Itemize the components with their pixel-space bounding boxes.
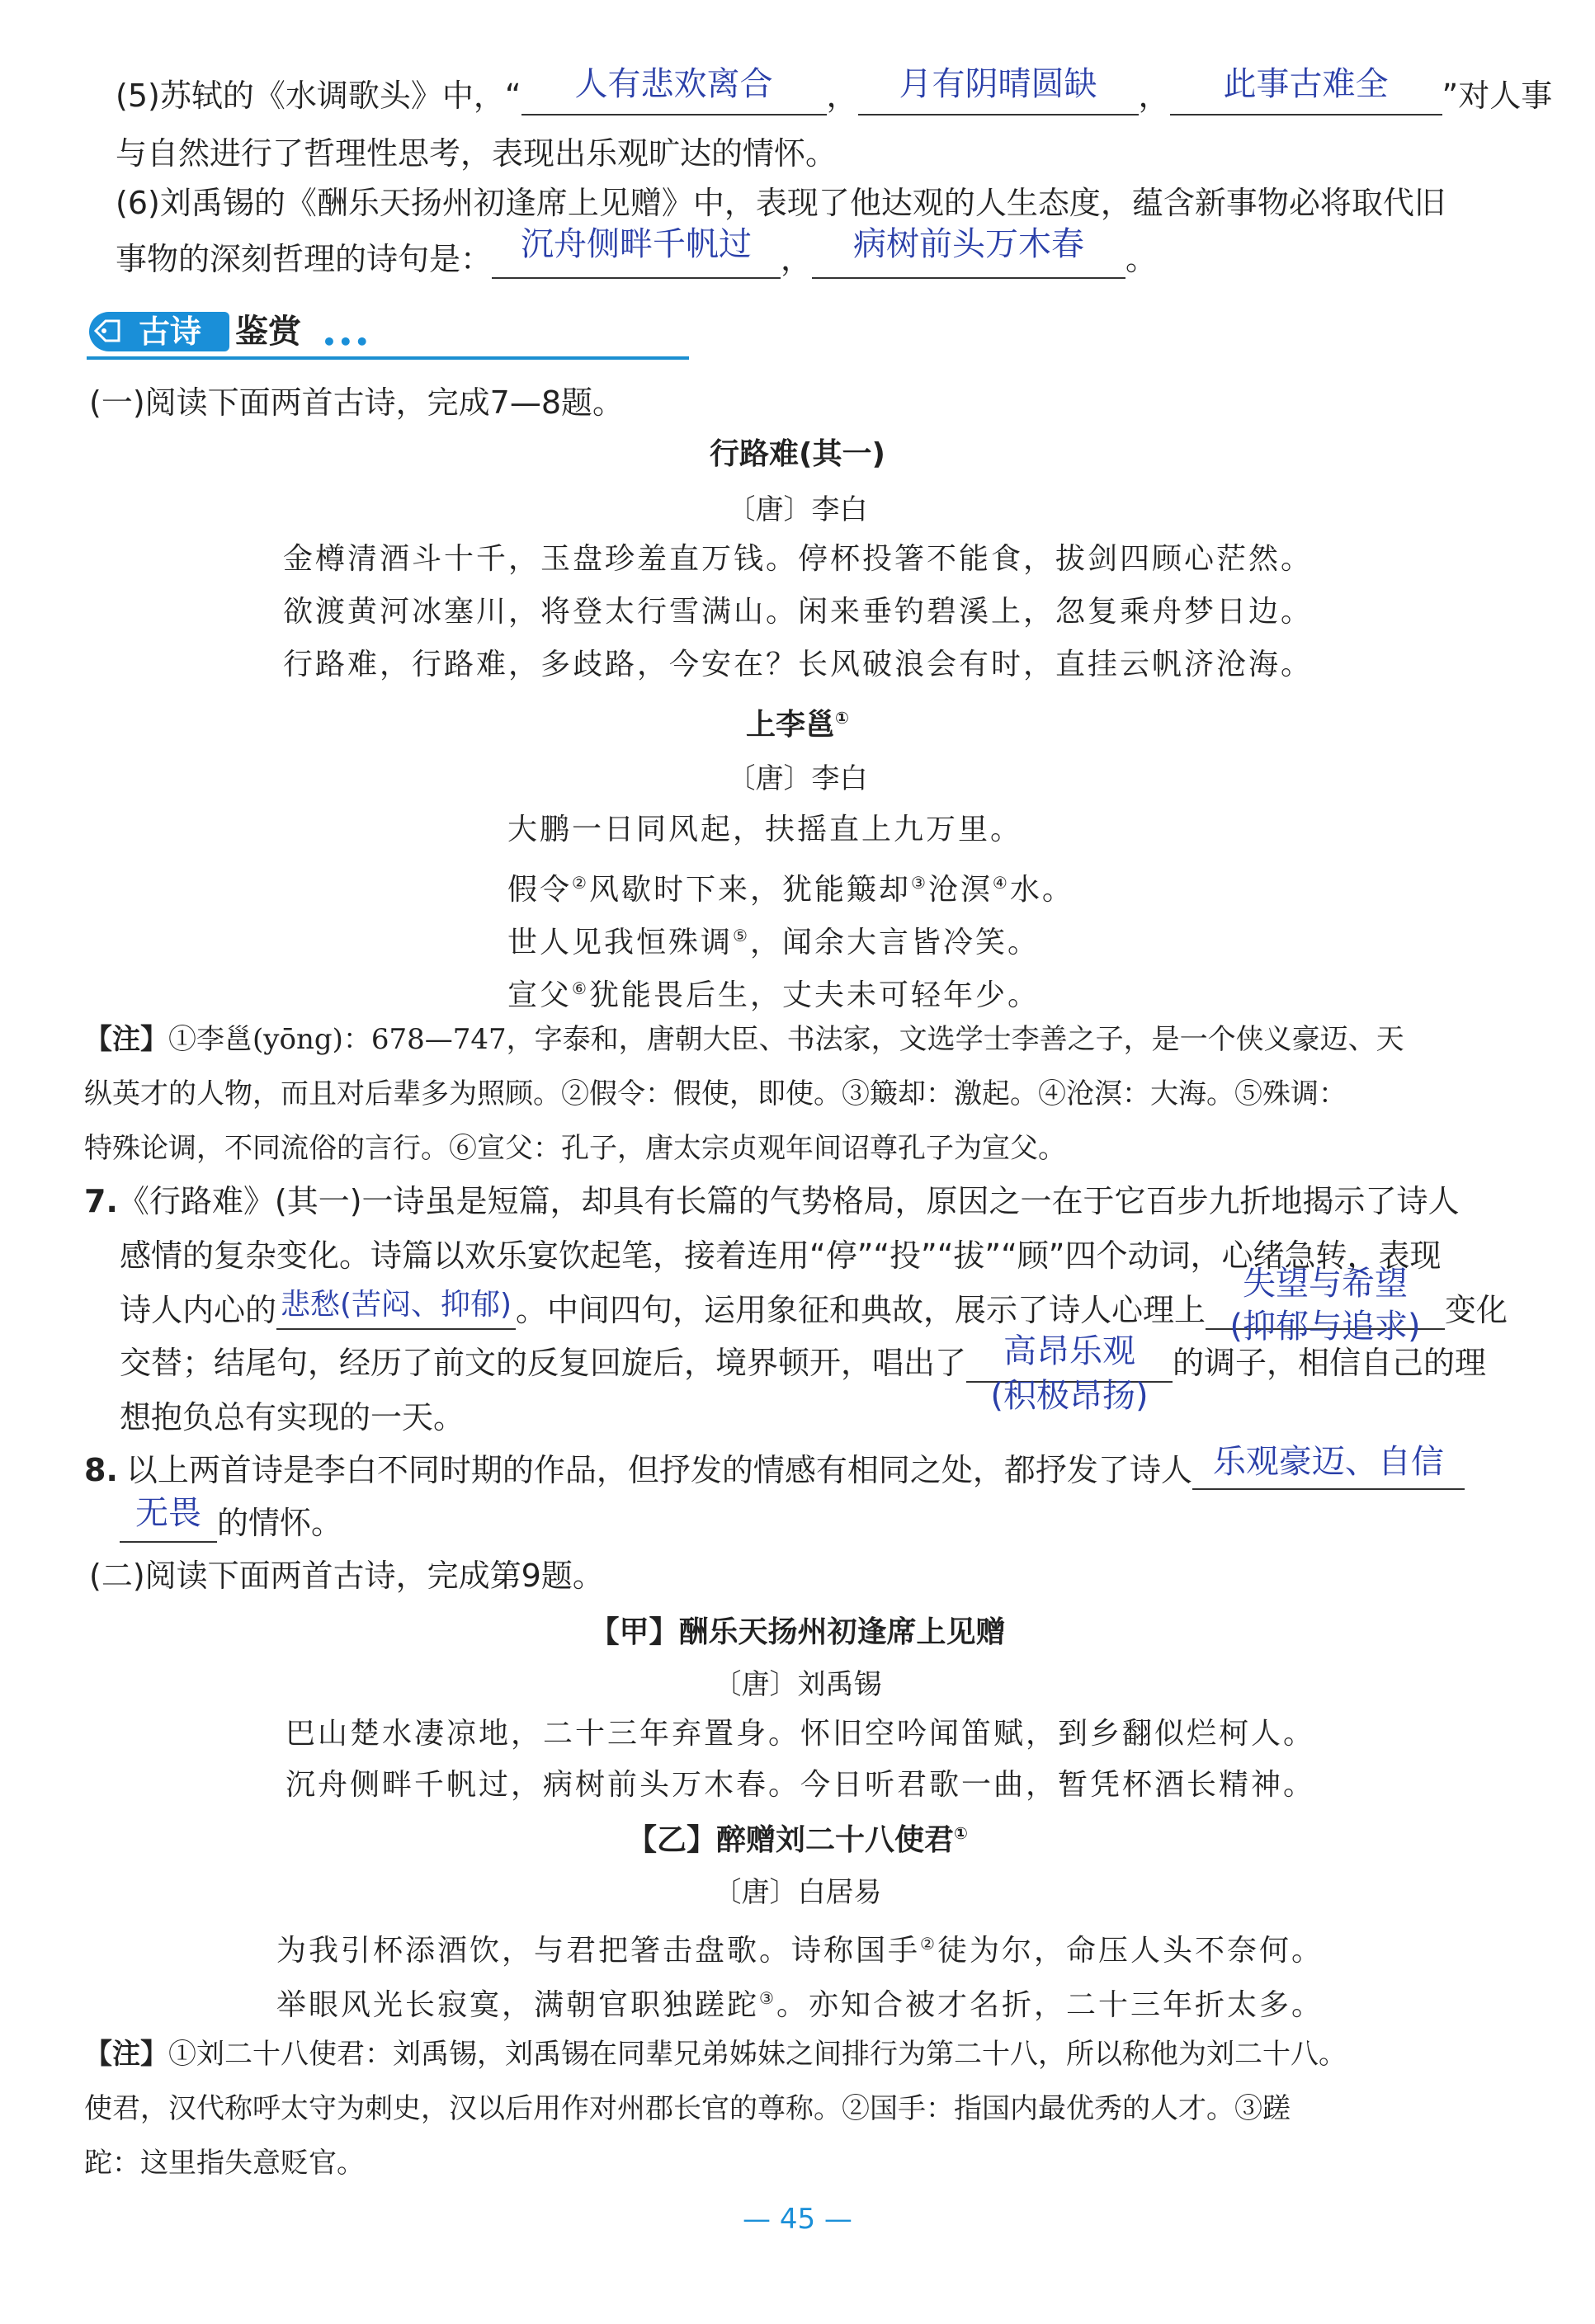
poem1-line-2: 欲渡黄河冰塞川，将登太行雪满山。闲来垂钓碧溪上，忽复乘舟梦日边。 — [283, 595, 1314, 629]
q8-line2: 无畏 的情怀。 — [120, 1503, 342, 1543]
q5-prefix: (5)苏轼的《水调歌头》中，“ — [116, 78, 521, 114]
q5-answer-1: 人有悲欢离合 — [574, 65, 773, 103]
poem4-author: 〔唐〕白居易 — [713, 1876, 882, 1909]
q5-blank-3[interactable] — [1170, 65, 1442, 115]
poem2-line-3: 世人见我恒殊调⑤，闻余大言皆冷笑。 — [507, 926, 1040, 959]
q6-prefix: 事物的深刻哲理的诗句是： — [116, 241, 493, 277]
q5-line1 — [116, 65, 1553, 115]
q5-answer-2: 月有阴晴圆缺 — [899, 65, 1097, 103]
q8-blank-2[interactable] — [120, 1494, 217, 1543]
note1-label: 【注】 — [84, 1023, 168, 1056]
q6-end: 。 — [1125, 241, 1158, 277]
section-dots: ••• — [322, 328, 371, 356]
poem1-line-3: 行路难，行路难，多歧路，今安在？长风破浪会有时，直挂云帆济沧海。 — [283, 648, 1314, 681]
q6-answer-1: 沉舟侧畔千帆过 — [521, 225, 753, 263]
part2-intro: (二)阅读下面两首古诗，完成第9题。 — [89, 1558, 604, 1594]
section-pill-label: 古诗 — [139, 313, 202, 350]
q7-line1: 7.《行路难》(其一)一诗虽是短篇，却具有长篇的气势格局，原因之一在于它百步九折地揭示了诗人 — [84, 1183, 1460, 1219]
q7-line4: 交替；结尾句，经历了前文的反复回旋后，境界顿开，唱出了 高昂乐观 (积极昂扬) 的调子，相信自己的理 — [120, 1332, 1487, 1415]
poem3-line-1: 巴山楚水凄凉地，二十三年弃置身。怀旧空吟闻笛赋，到乡翻似烂柯人。 — [285, 1717, 1316, 1751]
note1-line-1: 【注】①李邕(yōng)：678—747，字泰和，唐朝大臣、书法家，文选学士李善之子，是一个侠义豪迈、天 — [84, 1023, 1404, 1056]
q7-answer-2a: 失望与希望 — [1243, 1265, 1409, 1303]
poem2-line-4: 宣父⑥犹能畏后生，丈夫未可轻年少。 — [507, 978, 1040, 1012]
poem4-title — [0, 1817, 1595, 1859]
note2-line-1: 【注】①刘二十八使君：刘禹锡，刘禹锡在同辈兄弟姊妹之间排行为第二十八，所以称他为刘二十八。 — [84, 2038, 1347, 2071]
q6-answer-2: 病树前头万木春 — [853, 225, 1085, 263]
q7-blank-2[interactable] — [1206, 1265, 1445, 1346]
note2-label: 【注】 — [84, 2038, 168, 2071]
q8-number: 8. — [84, 1452, 118, 1488]
poem2-title — [0, 701, 1595, 743]
poem3-line-2: 沉舟侧畔千帆过，病树前头万木春。今日听君歌一曲，暂凭杯酒长精神。 — [285, 1768, 1316, 1802]
q8-answer-2: 无畏 — [135, 1494, 201, 1532]
tag-icon — [92, 315, 124, 346]
q7-number: 7. — [84, 1183, 118, 1219]
q5-answer-3: 此事古难全 — [1223, 65, 1389, 103]
poem1-title: 行路难(其一) — [710, 437, 885, 471]
q6-blank-2[interactable] — [812, 225, 1125, 279]
q7-answer-1: 悲愁(苦闷、抑郁) — [280, 1288, 512, 1322]
q7-line5: 想抱负总有实现的一天。 — [120, 1399, 465, 1435]
part1-intro: (一)阅读下面两首古诗，完成7—8题。 — [89, 384, 625, 421]
q6-sep: ， — [781, 241, 813, 277]
q8-blank-1[interactable] — [1192, 1443, 1465, 1490]
note1-line-2: 纵英才的人物，而且对后辈多为照顾。②假令：假使，即使。③簸却：激起。④沧溟：大海。⑤殊调： — [84, 1077, 1347, 1110]
note1-line-3: 特殊论调，不同流俗的言行。⑥宣父：孔子，唐太宗贞观年间诏尊孔子为宣父。 — [84, 1132, 1066, 1165]
poem3-title: 【甲】酬乐天扬州初逢席上见赠 — [589, 1615, 1006, 1649]
section-underline — [87, 356, 689, 360]
q7-blank-3[interactable] — [966, 1332, 1173, 1415]
q5-sep-1: ， — [826, 78, 858, 114]
q5-suffix: ”对人事 — [1442, 78, 1553, 114]
q5-blank-1[interactable] — [521, 65, 827, 115]
poem1-author: 〔唐〕李白 — [727, 493, 868, 526]
section-heading: 鉴赏 — [235, 313, 301, 351]
q8-line1: 8. 以上两首诗是李白不同时期的作品，但抒发的情感有相同之处，都抒发了诗人 乐观豪迈、自信 — [84, 1450, 1465, 1490]
q6-line1: (6)刘禹锡的《酬乐天扬州初逢席上见赠》中，表现了他达观的人生态度，蕴含新事物必将取代旧 — [116, 185, 1446, 221]
q8-answer-1: 乐观豪迈、自信 — [1212, 1443, 1444, 1481]
poem4-line-2: 举眼风光长寂寞，满朝官职独蹉跎③。亦知合被才名折，二十三年折太多。 — [276, 1988, 1324, 2022]
q7-answer-3a: 高昂乐观 — [1003, 1332, 1136, 1370]
q6-line2 — [116, 225, 1158, 279]
note2-line-3: 跎：这里指失意贬官。 — [84, 2147, 365, 2180]
poem2-line-1: 大鹏一日同风起，扶摇直上九万里。 — [507, 813, 1023, 846]
q7-line2: 感情的复杂变化。诗篇以欢乐宴饮起笔，接着连用“停”“投”“拔”“顾”四个动词，心绪急转，表现 — [120, 1237, 1442, 1274]
poem1-line-1: 金樽清酒斗十千，玉盘珍羞直万钱。停杯投箸不能食，拔剑四顾心茫然。 — [283, 542, 1314, 576]
poem2-author: 〔唐〕李白 — [727, 762, 868, 795]
poem2-title-note: ① — [835, 708, 849, 728]
poem4-line-1: 为我引杯添酒饮，与君把箸击盘歌。诗称国手②徒为尔，命压人头不奈何。 — [276, 1934, 1324, 1968]
poem2-line-2: 假令②风歇时下来，犹能簸却③沧溟④水。 — [507, 873, 1074, 907]
q7-line3: 诗人内心的 悲愁(苦闷、抑郁) 。中间四句，运用象征和典故，展示了诗人心理上 失望与希望 (抑郁与追求) 变化 — [120, 1265, 1508, 1346]
q6-blank-1[interactable] — [492, 225, 781, 279]
poem4-title-note: ① — [954, 1823, 968, 1843]
page-number: — 45 — — [743, 2203, 852, 2236]
poem2-title-text: 上李邕 — [746, 708, 836, 742]
q5-blank-2[interactable] — [858, 65, 1139, 115]
note2-line-2: 使君，汉代称呼太守为刺史，汉以后用作对州郡长官的尊称。②国手：指国内最优秀的人才。③蹉 — [84, 2092, 1291, 2125]
q5-sep-2: ， — [1138, 78, 1170, 114]
q7-answer-3b: (积极昂扬) — [990, 1377, 1149, 1415]
poem4-title-text: 【乙】醉赠刘二十八使君 — [627, 1823, 955, 1857]
q7-answer-2b: (抑郁与追求) — [1229, 1308, 1421, 1346]
q7-blank-1[interactable] — [276, 1288, 516, 1330]
poem3-author: 〔唐〕刘禹锡 — [713, 1668, 882, 1701]
q5-line2: 与自然进行了哲理性思考，表现出乐观旷达的情怀。 — [116, 135, 838, 172]
